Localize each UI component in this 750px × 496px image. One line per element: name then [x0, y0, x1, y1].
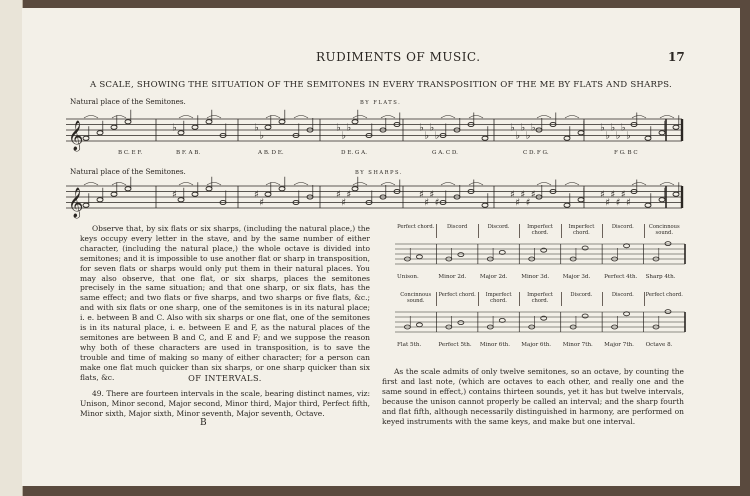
note-head [582, 246, 588, 250]
interval-name: Minor 7th. [562, 342, 593, 348]
semitone-slur [294, 116, 308, 119]
interval-type-header: Imperfect chord. [527, 224, 553, 236]
observation-paragraph [80, 224, 370, 383]
flat-icon: ♭ [605, 130, 610, 142]
semitone-slur [353, 116, 367, 119]
semitone-slur [266, 116, 280, 119]
note-head [645, 136, 651, 140]
interval-type-header: Discord. [487, 224, 510, 230]
header-divider [478, 224, 479, 238]
semitone-slur [84, 183, 98, 186]
semitone-label: A B. D E. [258, 150, 284, 156]
header-divider [561, 224, 562, 238]
semitone-label: C D. F G. [523, 150, 549, 156]
note-head [97, 198, 103, 202]
note-head [265, 125, 271, 129]
semitone-slur [207, 116, 221, 119]
interval-type-header: Perfect chord. [438, 292, 476, 298]
sharps-staff [66, 182, 682, 218]
interval-name: Major 2d. [479, 274, 508, 280]
semitone-slur [112, 116, 126, 119]
flat-icon: ♭ [259, 130, 264, 142]
interval-type-header: Concinnous sound. [648, 224, 680, 236]
semitone-slur [441, 183, 455, 186]
note-head [83, 203, 89, 207]
note-head [673, 125, 679, 129]
note-head [125, 120, 131, 124]
semitone-slur [294, 183, 308, 186]
interval-type-header: Concinnous sound. [400, 292, 432, 304]
note-head [458, 321, 464, 325]
note-head [178, 131, 184, 135]
semitone-slur [469, 116, 483, 119]
flat-icon: ♭ [341, 130, 346, 142]
flat-icon: ♭ [615, 130, 621, 142]
treble-clef-icon: 𝄞 [68, 121, 84, 151]
sharps-natural-label: Natural place of the Semitones. [70, 167, 186, 176]
header-divider [436, 292, 437, 306]
sharp-icon: ♯ [525, 197, 531, 209]
header-divider [602, 224, 603, 238]
note-head [416, 323, 422, 327]
interval-name: Sharp 4th. [645, 274, 676, 280]
note-head [265, 192, 271, 196]
semitone-slur [632, 116, 646, 119]
note-head [659, 131, 665, 135]
sharp-icon: ♯ [424, 197, 430, 209]
semitone-label: F G. B C [614, 150, 638, 156]
semitone-label: D E. G A. [341, 150, 367, 156]
interval-staff [395, 308, 685, 338]
interval-type-header: Discord. [611, 292, 634, 298]
note-head [578, 131, 584, 135]
semitone-label: B F. A B. [176, 150, 201, 156]
sharp-icon: ♯ [530, 189, 536, 201]
note-head [482, 136, 488, 140]
note-head [582, 314, 588, 318]
intervals-table-1 [395, 224, 685, 286]
flat-icon: ♭ [336, 122, 341, 134]
note-head [578, 198, 584, 202]
sharp-icon: ♯ [615, 197, 621, 209]
interval-name: Perfect 5th. [438, 342, 472, 348]
sharp-icon: ♯ [520, 189, 526, 201]
sharp-icon: ♯ [341, 197, 347, 209]
semitone-slur [179, 183, 193, 186]
interval-name: Minor 2d. [438, 274, 467, 280]
flats-staff [66, 115, 682, 151]
signature-mark: B [200, 418, 207, 428]
note-head [482, 203, 488, 207]
semitone-slur [441, 116, 455, 119]
sharp-icon: ♯ [434, 197, 440, 209]
flat-icon: ♭ [424, 130, 429, 142]
semitone-slur [207, 183, 221, 186]
flat-icon: ♭ [525, 130, 531, 142]
sharp-icon: ♯ [600, 189, 605, 201]
note-head [97, 131, 103, 135]
semitone-slur [537, 183, 551, 186]
interval-staff [395, 240, 685, 270]
header-divider [561, 292, 562, 306]
interval-type-header: Imperfect chord. [485, 292, 512, 304]
note-head [458, 253, 464, 257]
semitone-label: G A. C D. [432, 150, 458, 156]
header-divider [644, 292, 645, 306]
interval-name: Perfect 4th. [604, 274, 638, 280]
note-head [564, 136, 570, 140]
sharp-icon: ♯ [346, 189, 352, 201]
note-head [416, 255, 422, 259]
note-head [178, 198, 184, 202]
note-head [624, 244, 630, 248]
semitone-slur [84, 116, 98, 119]
flat-icon: ♭ [419, 122, 424, 134]
semitone-slur [632, 183, 646, 186]
flat-icon: ♭ [610, 122, 616, 134]
sharp-icon: ♯ [510, 189, 515, 201]
interval-name: Flat 5th. [397, 342, 422, 348]
sharp-icon: ♯ [610, 189, 616, 201]
semitone-slur [537, 116, 551, 119]
note-head [206, 187, 212, 191]
sharp-icon: ♯ [419, 189, 424, 201]
sharp-icon: ♯ [336, 189, 341, 201]
flat-icon: ♭ [530, 122, 536, 134]
sharp-icon: ♯ [626, 197, 631, 209]
note-head [206, 120, 212, 124]
flat-icon: ♭ [520, 122, 526, 134]
semitone-slur [381, 183, 395, 186]
interval-name: Unison. [397, 274, 419, 280]
interval-type-header: Imperfect chord. [527, 292, 553, 304]
semitone-slur [469, 183, 483, 186]
note-head [111, 192, 117, 196]
by-flats-label: BY FLATS. [360, 100, 402, 106]
interval-type-header: Perfect chord. [645, 292, 683, 298]
intervals-paragraph [80, 389, 370, 419]
note-head [665, 242, 671, 246]
body-paragraph: Observe that, by six flats or six sharps, (including the natural place,) the keys occupy every letter in the stave, and by the same number of either character, (including the natural place,) the whole octave is divided into semitones; and it is impossible to use another flat or sharp in transposition, for seven flats or sharps would only put them in their natural places. You may also observe, that one flat, or six sharps, places the semitones precisely in the same situation; and that one sharp, or six flats, has the same effect; and two flats or five sharps, and two sharps or five flats, &c.; and with six flats or one sharp, one of the semitones is in its natural place; i. e. between B and C. Also with six sharps or one flat, one of the semitones is in its natural place, i. e. between E and F, as the natural places of the semitones are between B and C, and E and F; and we suppose the reason why both of these characters are used in transposition, is to save the trouble and time of making so many of either character; for a person can make one flat much quicker than six sharps, or one sharp quicker than six flats, &c. [80, 224, 370, 382]
note-head [352, 187, 358, 191]
octave-paragraph [382, 367, 684, 426]
note-head [645, 203, 651, 207]
flat-icon: ♭ [434, 130, 440, 142]
note-head [192, 125, 198, 129]
semitone-slur [266, 183, 280, 186]
note-head [665, 310, 671, 314]
flat-icon: ♭ [600, 122, 605, 134]
left-page-edge [0, 0, 23, 496]
sharp-icon: ♯ [429, 189, 435, 201]
note-head [564, 203, 570, 207]
header-divider [602, 292, 603, 306]
octave-text: As the scale admits of only twelve semitones, so an octave, by counting the first and last note, (which are octaves to each other, and really one and the same sound in effect,) contains thirteen sounds, yet it has but twelve intervals, because the unison cannot properly be called an interval; and the sharp fourth and flat fifth, although necessarily distinguished in harmony, are performed on keyed instruments with the same keys, and make but one interval. [382, 367, 684, 426]
treble-clef-icon: 𝄞 [68, 188, 84, 218]
interval-type-header: Discord. [611, 224, 634, 230]
note-head [125, 187, 131, 191]
header-divider [519, 224, 520, 238]
note-head [192, 192, 198, 196]
semitone-slur [112, 183, 126, 186]
flat-icon: ♭ [429, 122, 435, 134]
flat-icon: ♭ [620, 122, 626, 134]
flat-icon: ♭ [626, 130, 631, 142]
header-divider [519, 292, 520, 306]
semitone-slur [353, 183, 367, 186]
sharp-icon: ♯ [605, 197, 611, 209]
intervals-table-2 [395, 292, 685, 358]
interval-type-header: Discord [446, 224, 468, 230]
interval-name: Major 6th. [521, 342, 552, 348]
interval-name: Major 3d. [562, 274, 591, 280]
sharp-icon: ♯ [259, 197, 265, 209]
note-head [279, 187, 285, 191]
interval-type-header: Discord. [570, 292, 593, 298]
note-head [673, 192, 679, 196]
note-head [624, 312, 630, 316]
flat-icon: ♭ [510, 122, 515, 134]
semitone-slur [565, 183, 579, 186]
interval-name: Minor 6th. [479, 342, 510, 348]
note-head [83, 136, 89, 140]
interval-type-header: Perfect chord. [397, 224, 435, 230]
flat-icon: ♭ [254, 122, 259, 134]
interval-type-header: Imperfect chord. [568, 224, 595, 236]
scale-title: A SCALE, SHOWING THE SITUATION OF THE SEMITONES IN EVERY TRANSPOSITION OF THE ME BY FLATS AND SHARPS. [90, 80, 672, 90]
flat-icon: ♭ [515, 130, 520, 142]
sharp-icon: ♯ [254, 189, 259, 201]
by-sharps-label: BY SHARPS. [355, 170, 404, 176]
interval-name: Minor 3d. [521, 274, 550, 280]
note-head [279, 120, 285, 124]
header-divider [644, 224, 645, 238]
note-head [111, 125, 117, 129]
flats-natural-label: Natural place of the Semitones. [70, 97, 186, 106]
semitone-label: B C. E F. [118, 150, 143, 156]
flat-icon: ♭ [346, 122, 352, 134]
note-head [659, 198, 665, 202]
semitone-slur [179, 116, 193, 119]
header-divider [436, 224, 437, 238]
interval-name: Major 7th. [604, 342, 634, 348]
interval-name: Octave 8. [645, 342, 673, 348]
sharp-icon: ♯ [515, 197, 521, 209]
sharp-icon: ♯ [172, 189, 177, 201]
note-head [352, 120, 358, 124]
header-divider [478, 292, 479, 306]
sharp-icon: ♯ [620, 189, 626, 201]
page-number: 17 [668, 50, 685, 64]
intervals-heading: OF INTERVALS. [188, 373, 262, 383]
semitone-slur [565, 116, 579, 119]
semitone-slur [660, 116, 674, 119]
flat-icon: ♭ [172, 122, 177, 134]
intervals-text: 49. There are fourteen intervals in the scale, bearing distinct names, viz: Unison, Minor second, Major second, Minor third, Major third, Perfect fifth, Minor sixth, Major sixth, Minor seventh, Major seventh, Octave. [80, 389, 370, 418]
running-header: RUDIMENTS OF MUSIC. [316, 50, 481, 64]
semitone-slur [660, 183, 674, 186]
semitone-slur [381, 116, 395, 119]
